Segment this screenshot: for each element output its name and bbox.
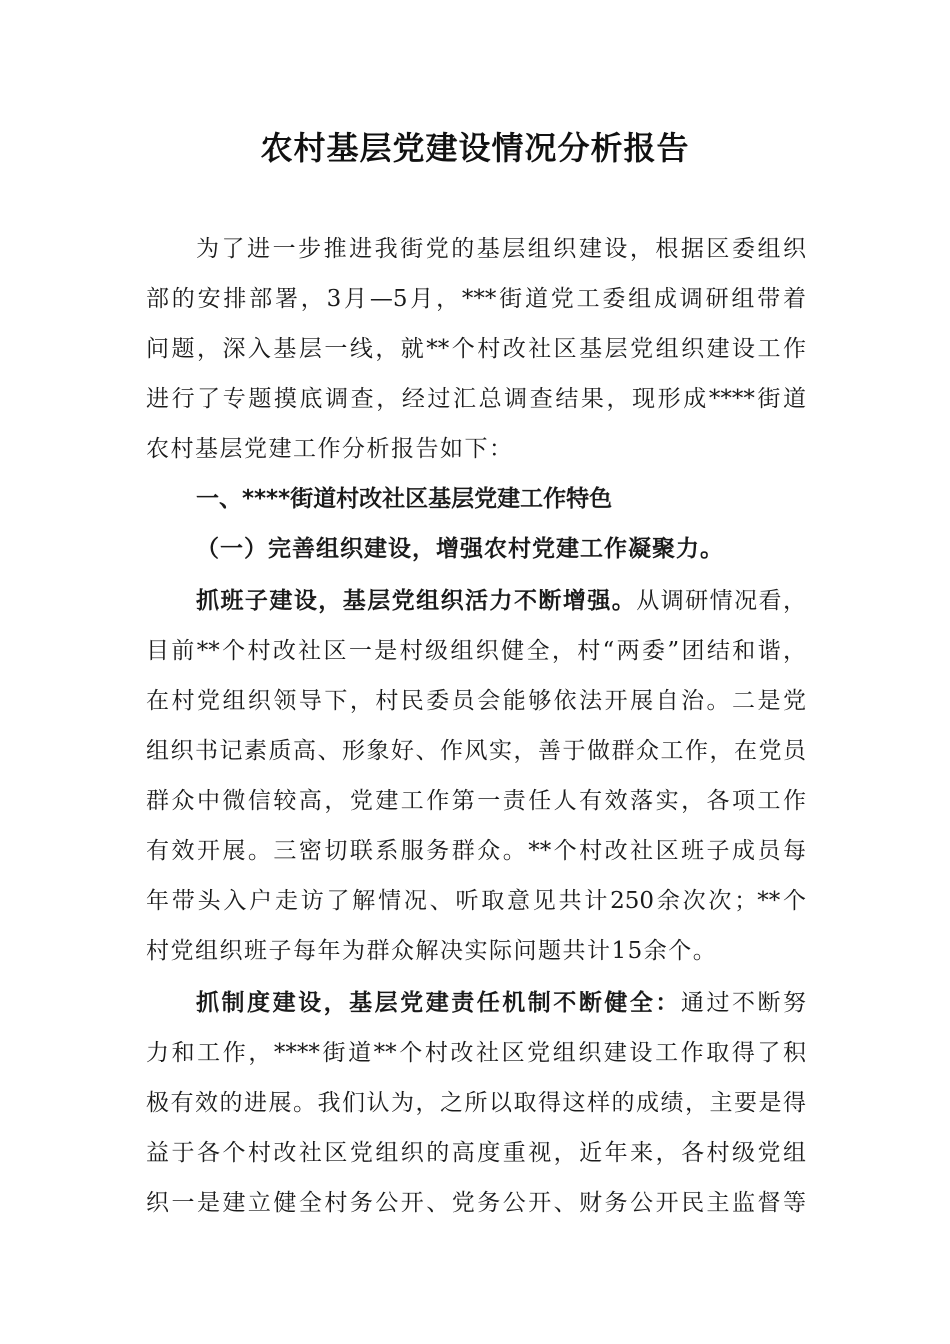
intro-line: 部的安排部署，3月—5月，***街道党工委组成调研组带着 bbox=[146, 286, 806, 312]
paragraph-text: 通过不断努 bbox=[680, 990, 807, 1016]
paragraph-line: 群众中微信较高，党建工作第一责任人有效落实，各项工作 bbox=[146, 788, 806, 814]
paragraph-line: 有效开展。三密切联系服务群众。**个村改社区班子成员每 bbox=[146, 838, 806, 864]
paragraph-line: 在村党组织领导下，村民委员会能够依法开展自治。二是党 bbox=[146, 688, 806, 714]
paragraph-line: 极有效的进展。我们认为，之所以取得这样的成绩，主要是得 bbox=[146, 1090, 806, 1116]
paragraph-first-line bbox=[196, 985, 806, 1021]
paragraph-line: 织一是建立健全村务公开、党务公开、财务公开民主监督等 bbox=[146, 1190, 806, 1216]
section-heading: 一、****街道村改社区基层党建工作特色 bbox=[196, 486, 613, 512]
paragraph-lead: 抓制度建设，基层党建责任机制不断健全： bbox=[196, 990, 681, 1016]
paragraph-lead: 抓班子建设，基层党组织活力不断增强。 bbox=[196, 588, 637, 614]
subsection-heading: （一）完善组织建设，增强农村党建工作凝聚力。 bbox=[196, 536, 724, 562]
intro-line: 为了进一步推进我街党的基层组织建设，根据区委组织 bbox=[196, 236, 806, 262]
document-title: 农村基层党建设情况分析报告 bbox=[260, 129, 690, 167]
paragraph-line: 村党组织班子每年为群众解决实际问题共计15余个。 bbox=[146, 938, 718, 964]
paragraph-line: 年带头入户走访了解情况、听取意见共计250余次次；**个 bbox=[146, 888, 806, 914]
intro-line: 进行了专题摸底调查，经过汇总调查结果，现形成****街道 bbox=[146, 386, 806, 412]
paragraph-text: 从调研情况看， bbox=[636, 588, 807, 614]
paragraph-line: 组织书记素质高、形象好、作风实，善于做群众工作，在党员 bbox=[146, 738, 806, 764]
paragraph-line: 益于各个村改社区党组织的高度重视，近年来，各村级党组 bbox=[146, 1140, 806, 1166]
intro-line: 农村基层党建工作分析报告如下： bbox=[146, 436, 514, 462]
paragraph-first-line bbox=[196, 583, 806, 619]
paragraph-line: 目前**个村改社区一是村级组织健全，村“两委”团结和谐， bbox=[146, 638, 806, 664]
paragraph-line: 力和工作，****街道**个村改社区党组织建设工作取得了积 bbox=[146, 1040, 806, 1066]
intro-line: 问题，深入基层一线，就**个村改社区基层党组织建设工作 bbox=[146, 336, 806, 362]
